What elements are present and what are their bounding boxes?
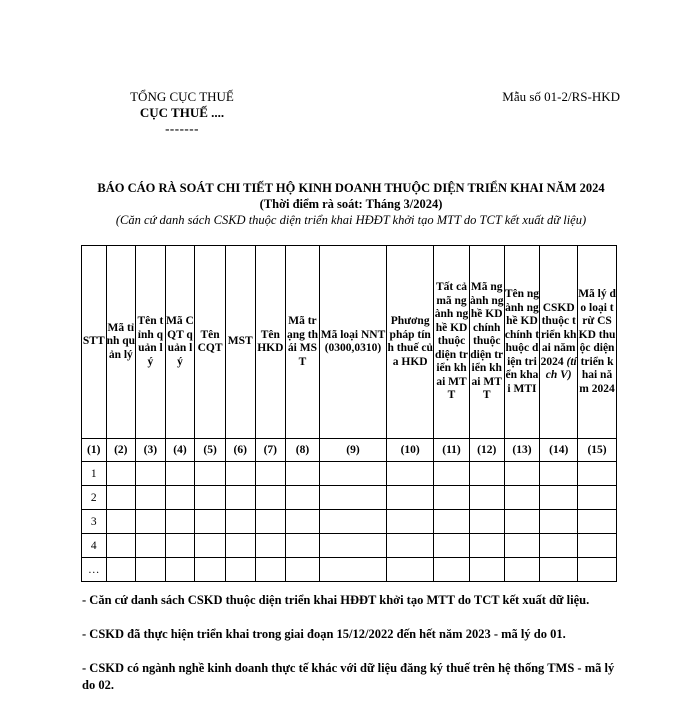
table-cell	[387, 558, 434, 582]
table-cell	[540, 510, 578, 534]
table-cell	[540, 558, 578, 582]
col-header: Mã lý do loại trừ CSKD thuộc diện triển khai năm 2024	[578, 246, 617, 439]
table-cell	[434, 534, 470, 558]
table-cell	[225, 462, 255, 486]
col-number: (7)	[255, 439, 286, 462]
col-header-italic-note: (tích V)	[545, 355, 577, 381]
table-cell	[255, 510, 286, 534]
row-stt: …	[82, 558, 107, 582]
col-header: Tên CQT	[195, 246, 226, 439]
agency-line-3: -------	[165, 121, 199, 136]
table-cell	[319, 510, 386, 534]
table-cell	[106, 534, 136, 558]
report-subtitle: (Căn cứ danh sách CSKD thuộc diện triển khai HĐĐT khởi tạo MTT do TCT kết xuất dữ liệu)	[115, 213, 587, 227]
col-number: (14)	[540, 439, 578, 462]
table-cell	[387, 534, 434, 558]
table-cell	[387, 486, 434, 510]
col-header: Phương pháp tính thuế của HKD	[387, 246, 434, 439]
table-cell	[136, 534, 166, 558]
col-header	[540, 246, 578, 439]
col-header-text: CSKD thuộc triển khai năm 2024	[540, 301, 577, 368]
col-header: Mã loại NNT (0300,0310)	[319, 246, 386, 439]
table-row	[82, 558, 617, 582]
table-cell	[387, 510, 434, 534]
table-cell	[286, 486, 320, 510]
table-cell	[578, 510, 617, 534]
col-number: (15)	[578, 439, 617, 462]
table-cell	[165, 534, 195, 558]
table-cell	[319, 462, 386, 486]
table-cell	[286, 510, 320, 534]
table-cell	[225, 510, 255, 534]
table-cell	[255, 558, 286, 582]
table-cell	[195, 558, 226, 582]
col-header: Tên ngành nghề KD chính thuộc diện triển khai MTI	[504, 246, 540, 439]
col-number: (9)	[319, 439, 386, 462]
col-header: STT	[82, 246, 107, 439]
col-number: (11)	[434, 439, 470, 462]
col-header: Mã CQT quản lý	[165, 246, 195, 439]
col-number: (6)	[225, 439, 255, 462]
agency-header	[112, 89, 252, 137]
col-number: (13)	[504, 439, 540, 462]
col-number: (5)	[195, 439, 226, 462]
table-cell	[504, 558, 540, 582]
table-cell	[319, 534, 386, 558]
table-cell	[225, 486, 255, 510]
table-cell	[319, 486, 386, 510]
table-row	[82, 462, 617, 486]
col-header: Tên tỉnh quản lý	[136, 246, 166, 439]
table-cell	[578, 486, 617, 510]
col-number: (12)	[469, 439, 504, 462]
table-row	[82, 486, 617, 510]
agency-line-1: TỔNG CỤC THUẾ	[130, 89, 234, 104]
table-cell	[540, 462, 578, 486]
table-cell	[225, 534, 255, 558]
notes-section	[82, 592, 622, 711]
col-number: (3)	[136, 439, 166, 462]
col-header: Tất cả mã ngành nghề KD thuộc diện triển khai MTT	[434, 246, 470, 439]
table-cell	[469, 462, 504, 486]
column-number-row	[82, 439, 617, 462]
table-row	[82, 534, 617, 558]
table-cell	[225, 558, 255, 582]
table-cell	[434, 558, 470, 582]
col-number: (4)	[165, 439, 195, 462]
col-header: Mã ngành nghề KD chính thuộc diện triển khai MTT	[469, 246, 504, 439]
table-cell	[165, 510, 195, 534]
table-header-row	[82, 246, 617, 439]
table-cell	[255, 486, 286, 510]
table-cell	[469, 510, 504, 534]
table-cell	[578, 462, 617, 486]
note-item: - CSKD đã thực hiện triển khai trong giai đoạn 15/12/2022 đến hết năm 2023 - mã lý do 01.	[82, 627, 566, 641]
table-cell	[136, 558, 166, 582]
table-cell	[469, 558, 504, 582]
table-cell	[136, 510, 166, 534]
row-stt: 2	[82, 486, 107, 510]
table-cell	[540, 534, 578, 558]
table-cell	[578, 534, 617, 558]
agency-line-2: CỤC THUẾ ....	[139, 105, 225, 120]
table-cell	[195, 534, 226, 558]
table-cell	[286, 558, 320, 582]
table-cell	[434, 486, 470, 510]
table-cell	[165, 486, 195, 510]
table-cell	[578, 558, 617, 582]
table-cell	[469, 486, 504, 510]
row-stt: 1	[82, 462, 107, 486]
table-cell	[504, 486, 540, 510]
table-cell	[195, 462, 226, 486]
table-cell	[255, 462, 286, 486]
review-table	[81, 245, 617, 582]
table-cell	[286, 534, 320, 558]
table-cell	[255, 534, 286, 558]
col-header: MST	[225, 246, 255, 439]
table-cell	[106, 486, 136, 510]
note-item: - CSKD có ngành nghề kinh doanh thực tế khác với dữ liệu đăng ký thuế trên hệ thống TMS - mã lý do 02.	[82, 661, 615, 692]
table-cell	[136, 486, 166, 510]
form-number: Mẫu số 01-2/RS-HKD	[502, 89, 620, 104]
table-cell	[504, 462, 540, 486]
report-title: BÁO CÁO RÀ SOÁT CHI TIẾT HỘ KINH DOANH THUỘC DIỆN TRIỂN KHAI NĂM 2024 (Thời điểm rà soát: Tháng 3/2024)	[97, 181, 605, 211]
col-number: (1)	[82, 439, 107, 462]
table-cell	[319, 558, 386, 582]
table-cell	[195, 486, 226, 510]
table-cell	[504, 510, 540, 534]
table-cell	[387, 462, 434, 486]
col-number: (2)	[106, 439, 136, 462]
table-cell	[540, 486, 578, 510]
table-cell	[136, 462, 166, 486]
row-stt: 4	[82, 534, 107, 558]
table-cell	[106, 462, 136, 486]
table-cell	[106, 558, 136, 582]
table-cell	[165, 462, 195, 486]
table-cell	[286, 462, 320, 486]
table-cell	[469, 534, 504, 558]
table-cell	[504, 534, 540, 558]
col-number: (10)	[387, 439, 434, 462]
col-header: Mã tỉnh quản lý	[106, 246, 136, 439]
table-cell	[165, 558, 195, 582]
col-header: Mã trạng thái MST	[286, 246, 320, 439]
table-cell	[434, 510, 470, 534]
col-number: (8)	[286, 439, 320, 462]
row-stt: 3	[82, 510, 107, 534]
note-item: - Căn cứ danh sách CSKD thuộc diện triển khai HĐĐT khởi tạo MTT do TCT kết xuất dữ liệu.	[82, 593, 590, 607]
table-row	[82, 510, 617, 534]
table-cell	[106, 510, 136, 534]
table-cell	[434, 462, 470, 486]
table-cell	[195, 510, 226, 534]
col-header: Tên HKD	[255, 246, 286, 439]
